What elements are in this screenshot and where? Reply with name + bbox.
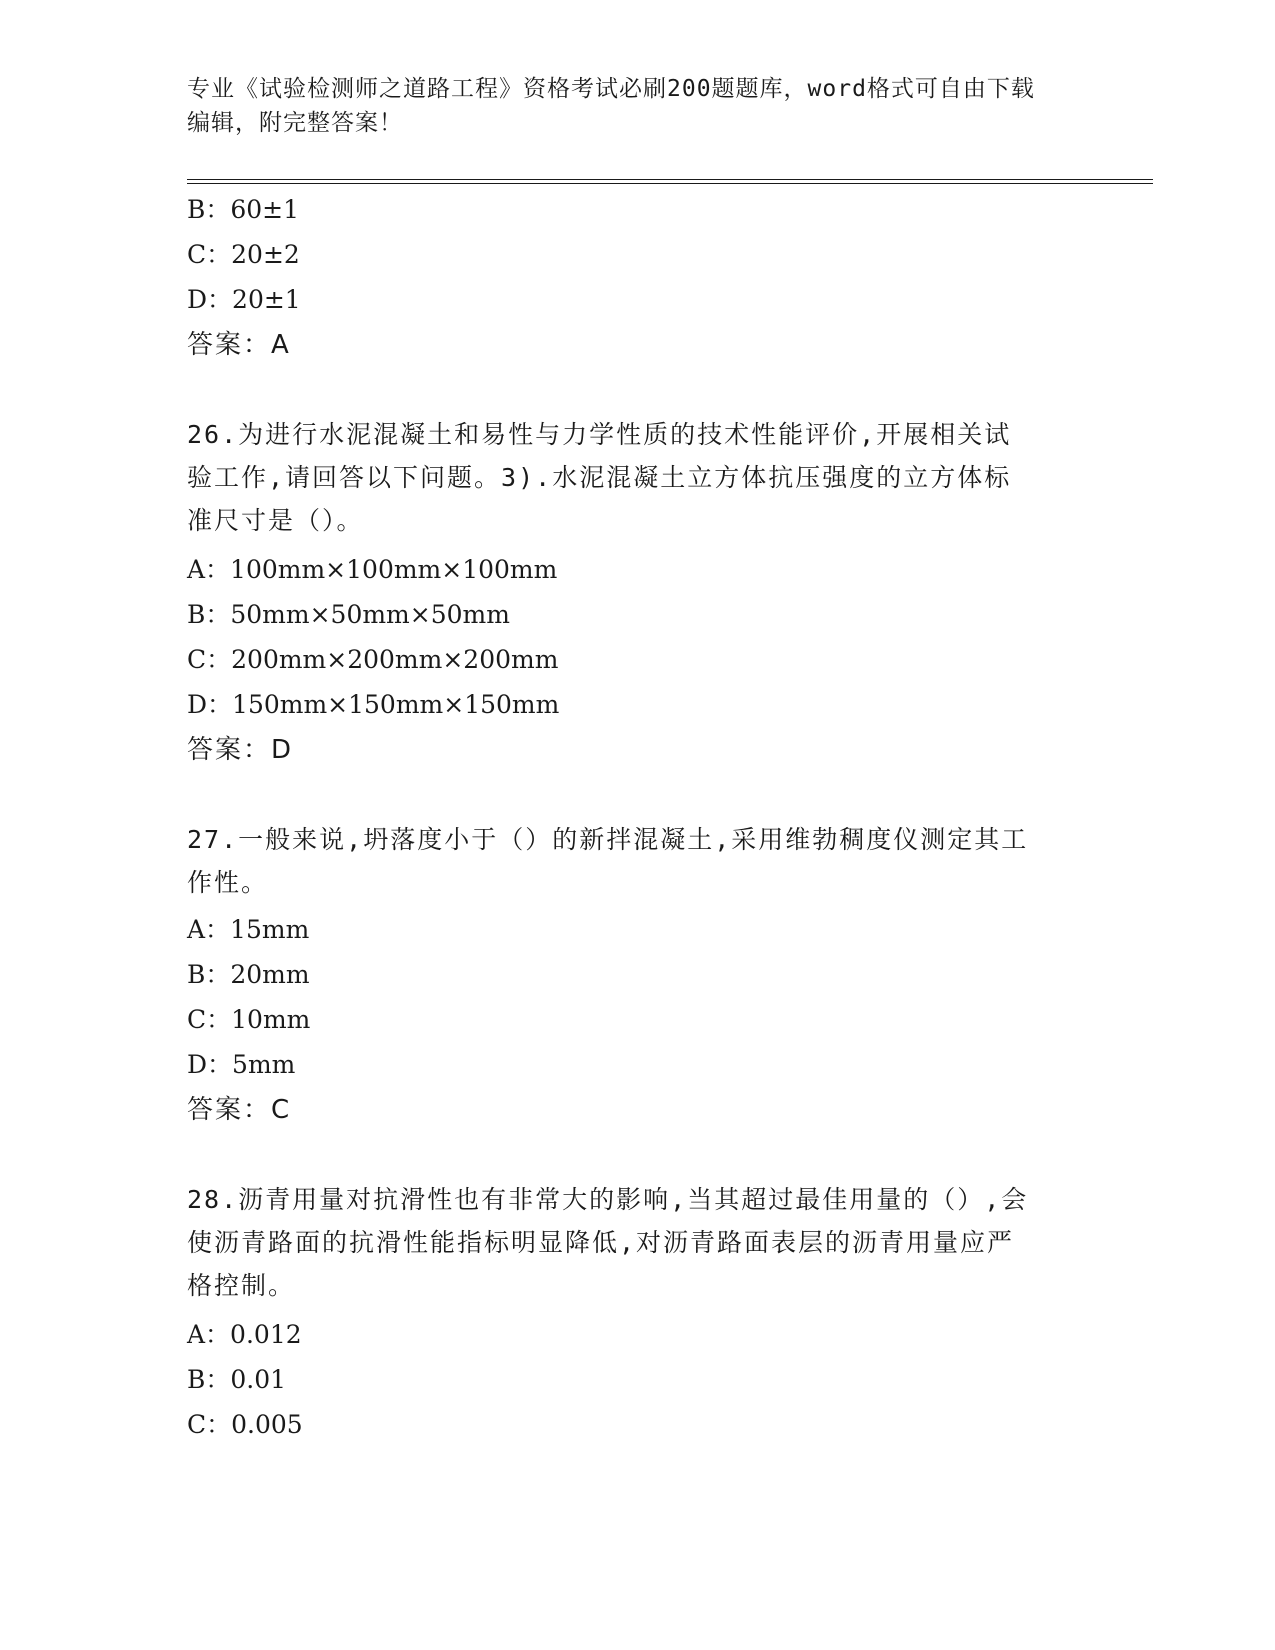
q27-option-b: B：20mm — [187, 960, 310, 989]
header-divider-top — [187, 179, 1153, 180]
prev-option-d: D：20±1 — [187, 285, 301, 314]
q27-text-line-2: 作性。 — [187, 868, 269, 897]
page-header — [187, 72, 1067, 140]
q26-text-line-2: 验工作,请回答以下问题。3).水泥混凝土立方体抗压强度的立方体标 — [187, 463, 1012, 492]
q27-option-c: C：10mm — [187, 1005, 311, 1034]
q27-option-a: A：15mm — [187, 915, 310, 944]
q26-option-a: A：100mm×100mm×100mm — [187, 555, 558, 584]
q26-option-b: B：50mm×50mm×50mm — [187, 600, 510, 629]
header-divider-bottom — [187, 183, 1153, 184]
q27-answer: 答案：C — [187, 1095, 292, 1125]
q26-option-c: C：200mm×200mm×200mm — [187, 645, 559, 674]
q26-answer: 答案：D — [187, 735, 294, 765]
q26-option-d: D：150mm×150mm×150mm — [187, 690, 560, 719]
q28-text-line-1: 28.沥青用量对抗滑性也有非常大的影响,当其超过最佳用量的（）,会 — [187, 1185, 1029, 1214]
q27-text-line-1: 27.一般来说,坍落度小于（）的新拌混凝土,采用维勃稠度仪测定其工 — [187, 825, 1029, 854]
q27-option-d: D：5mm — [187, 1050, 296, 1079]
q28-text-line-3: 格控制。 — [187, 1271, 296, 1300]
header-title-line-2: 编辑，附完整答案！ — [187, 110, 403, 136]
q28-text-line-2: 使沥青路面的抗滑性能指标明显降低,对沥青路面表层的沥青用量应严 — [187, 1228, 1015, 1257]
q28-option-c: C：0.005 — [187, 1410, 303, 1439]
q28-option-a: A：0.012 — [187, 1320, 302, 1349]
q26-text-line-3: 准尺寸是（）。 — [187, 506, 364, 535]
prev-option-b: B：60±1 — [187, 195, 300, 224]
header-title-line-1: 专业《试验检测师之道路工程》资格考试必刷200题题库，word格式可自由下载 — [187, 76, 1035, 102]
prev-answer: 答案：A — [187, 330, 291, 360]
prev-option-c: C：20±2 — [187, 240, 300, 269]
q28-option-b: B：0.01 — [187, 1365, 287, 1394]
q26-text-line-1: 26.为进行水泥混凝土和易性与力学性质的技术性能评价,开展相关试 — [187, 420, 1012, 449]
